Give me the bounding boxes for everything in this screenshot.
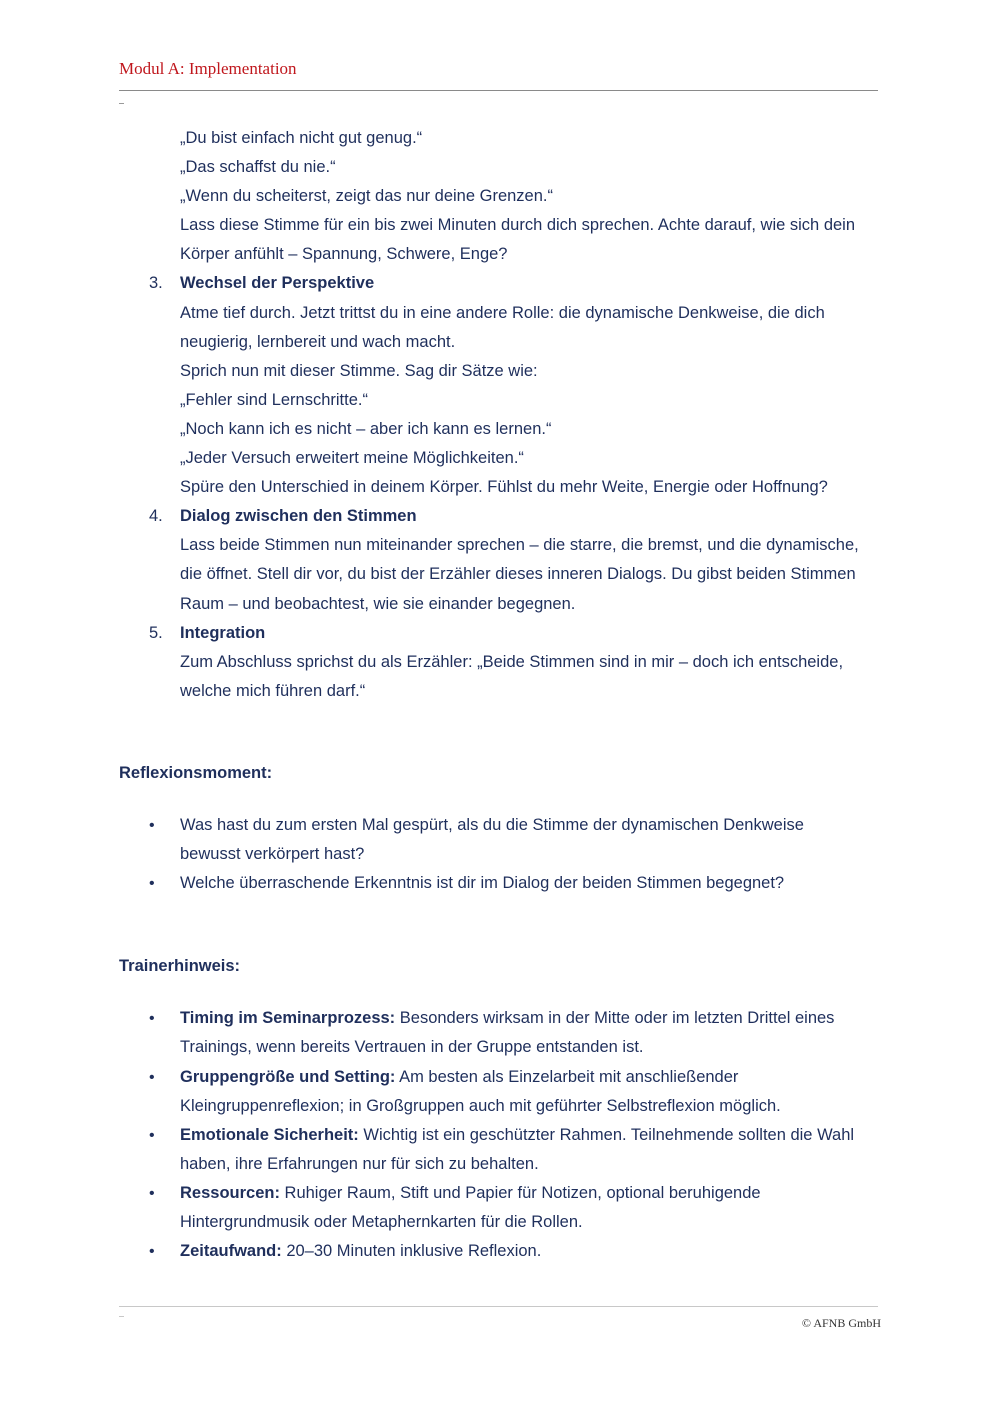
bullet-text: Besonders wirksam in der Mitte oder im letzten Drittel eines [395,1009,835,1028]
footer-divider [119,1306,878,1307]
step-text-line: Raum – und beobachtest, wie sie einander begegnen. [180,594,576,613]
step-text-line: „Noch kann ich es nicht – aber ich kann es lernen.“ [180,419,552,438]
step-text-line: „Jeder Versuch erweitert meine Möglichkeiten.“ [180,449,524,468]
step-number: 4. [149,507,163,526]
bullet-text: Wichtig ist ein geschützter Rahmen. Teilnehmende sollten die Wahl [358,1125,855,1144]
footer-copyright: © AFNB GmbH [801,1316,881,1330]
trainer-heading: Trainerhinweis: [119,957,241,976]
bullet-icon: • [149,875,155,893]
bullet-label: Gruppengröße und Setting: [180,1067,396,1086]
bullet-continuation: Hintergrundmusik oder Metaphernkarten für die Rollen. [180,1213,583,1231]
step-number: 5. [149,623,163,642]
bullet-icon: • [149,1126,155,1144]
step-text-line: die öffnet. Stell dir vor, du bist der Erzähler dieses inneren Dialogs. Du gibst beiden Stimmen [180,565,856,584]
step-text-line: Spüre den Unterschied in deinem Körper. Fühlst du mehr Weite, Energie oder Hoffnung? [180,478,828,497]
reflexion-bullet-item [119,811,879,840]
bullet-continuation: haben, ihre Erfahrungen nur für sich zu behalten. [180,1154,539,1173]
trainer-bullet-item [119,1179,879,1208]
intro-line: Körper anfühlt – Spannung, Schwere, Enge? [180,245,508,264]
footer-tick-mark [119,1316,124,1317]
intro-line: Lass diese Stimme für ein bis zwei Minuten durch dich sprechen. Achte darauf, wie sich dein [180,216,856,235]
step-number: 3. [149,274,163,293]
header-tick-mark [119,103,124,104]
trainer-bullet-item [119,1121,879,1150]
reflexion-heading: Reflexionsmoment: [119,763,273,782]
bullet-icon: • [149,1184,155,1202]
page-content [119,124,879,1266]
trainer-bullet-item [119,1004,879,1033]
reflexion-bullet-item [119,869,879,898]
trainer-bullet-item [119,1063,879,1092]
step-text-line: Lass beide Stimmen nun miteinander sprechen – die starre, die bremst, und die dynamische, [180,536,859,555]
step-text-line: „Fehler sind Lernschritte.“ [180,390,368,409]
step-text-line: Atme tief durch. Jetzt trittst du in eine andere Rolle: die dynamische Denkweise, die dich [180,303,825,322]
bullet-continuation: Kleingruppenreflexion; in Großgruppen auch mit geführter Selbstreflexion möglich. [180,1096,781,1115]
bullet-continuation: Trainings, wenn bereits Vertrauen in der Gruppe entstanden ist. [180,1038,644,1057]
step-heading [119,269,879,298]
trainer-bullet-item [119,1237,879,1266]
step-title: Integration [180,623,266,642]
intro-line: „Wenn du scheiterst, zeigt das nur deine Grenzen.“ [180,187,553,206]
bullet-label: Timing im Seminarprozess: [180,1009,396,1028]
step-heading [119,619,879,648]
page-header-title: Modul A: Implementation [119,59,297,78]
step-title: Wechsel der Perspektive [180,274,375,293]
bullet-icon: • [149,816,155,834]
step-text-line: welche mich führen darf.“ [180,681,366,700]
bullet-text: Welche überraschende Erkenntnis ist dir im Dialog der beiden Stimmen begegnet? [180,874,785,893]
step-text-line: Zum Abschluss sprichst du als Erzähler: „Beide Stimmen sind in mir – doch ich entscheide, [180,652,844,671]
bullet-continuation: bewusst verkörpert hast? [180,845,365,864]
bullet-label: Emotionale Sicherheit: [180,1125,359,1144]
step-text-line: neugierig, lernbereit und wach macht. [180,332,456,351]
bullet-text: 20–30 Minuten inklusive Reflexion. [281,1242,542,1261]
intro-line: „Das schaffst du nie.“ [180,158,336,177]
step-heading [119,502,879,531]
bullet-text: Ruhiger Raum, Stift und Papier für Notizen, optional beruhigende [279,1183,761,1202]
bullet-label: Ressourcen: [180,1183,280,1202]
step-text-line: Sprich nun mit dieser Stimme. Sag dir Sätze wie: [180,361,538,380]
bullet-icon: • [149,1010,155,1028]
header-divider [119,90,878,91]
bullet-text: Am besten als Einzelarbeit mit anschließender [395,1067,739,1086]
bullet-icon: • [149,1068,155,1086]
intro-line: „Du bist einfach nicht gut genug.“ [180,129,423,147]
bullet-icon: • [149,1243,155,1261]
bullet-text: Was hast du zum ersten Mal gespürt, als du die Stimme der dynamischen Denkweise [180,815,804,834]
bullet-label: Zeitaufwand: [180,1242,282,1261]
step-title: Dialog zwischen den Stimmen [180,507,417,526]
